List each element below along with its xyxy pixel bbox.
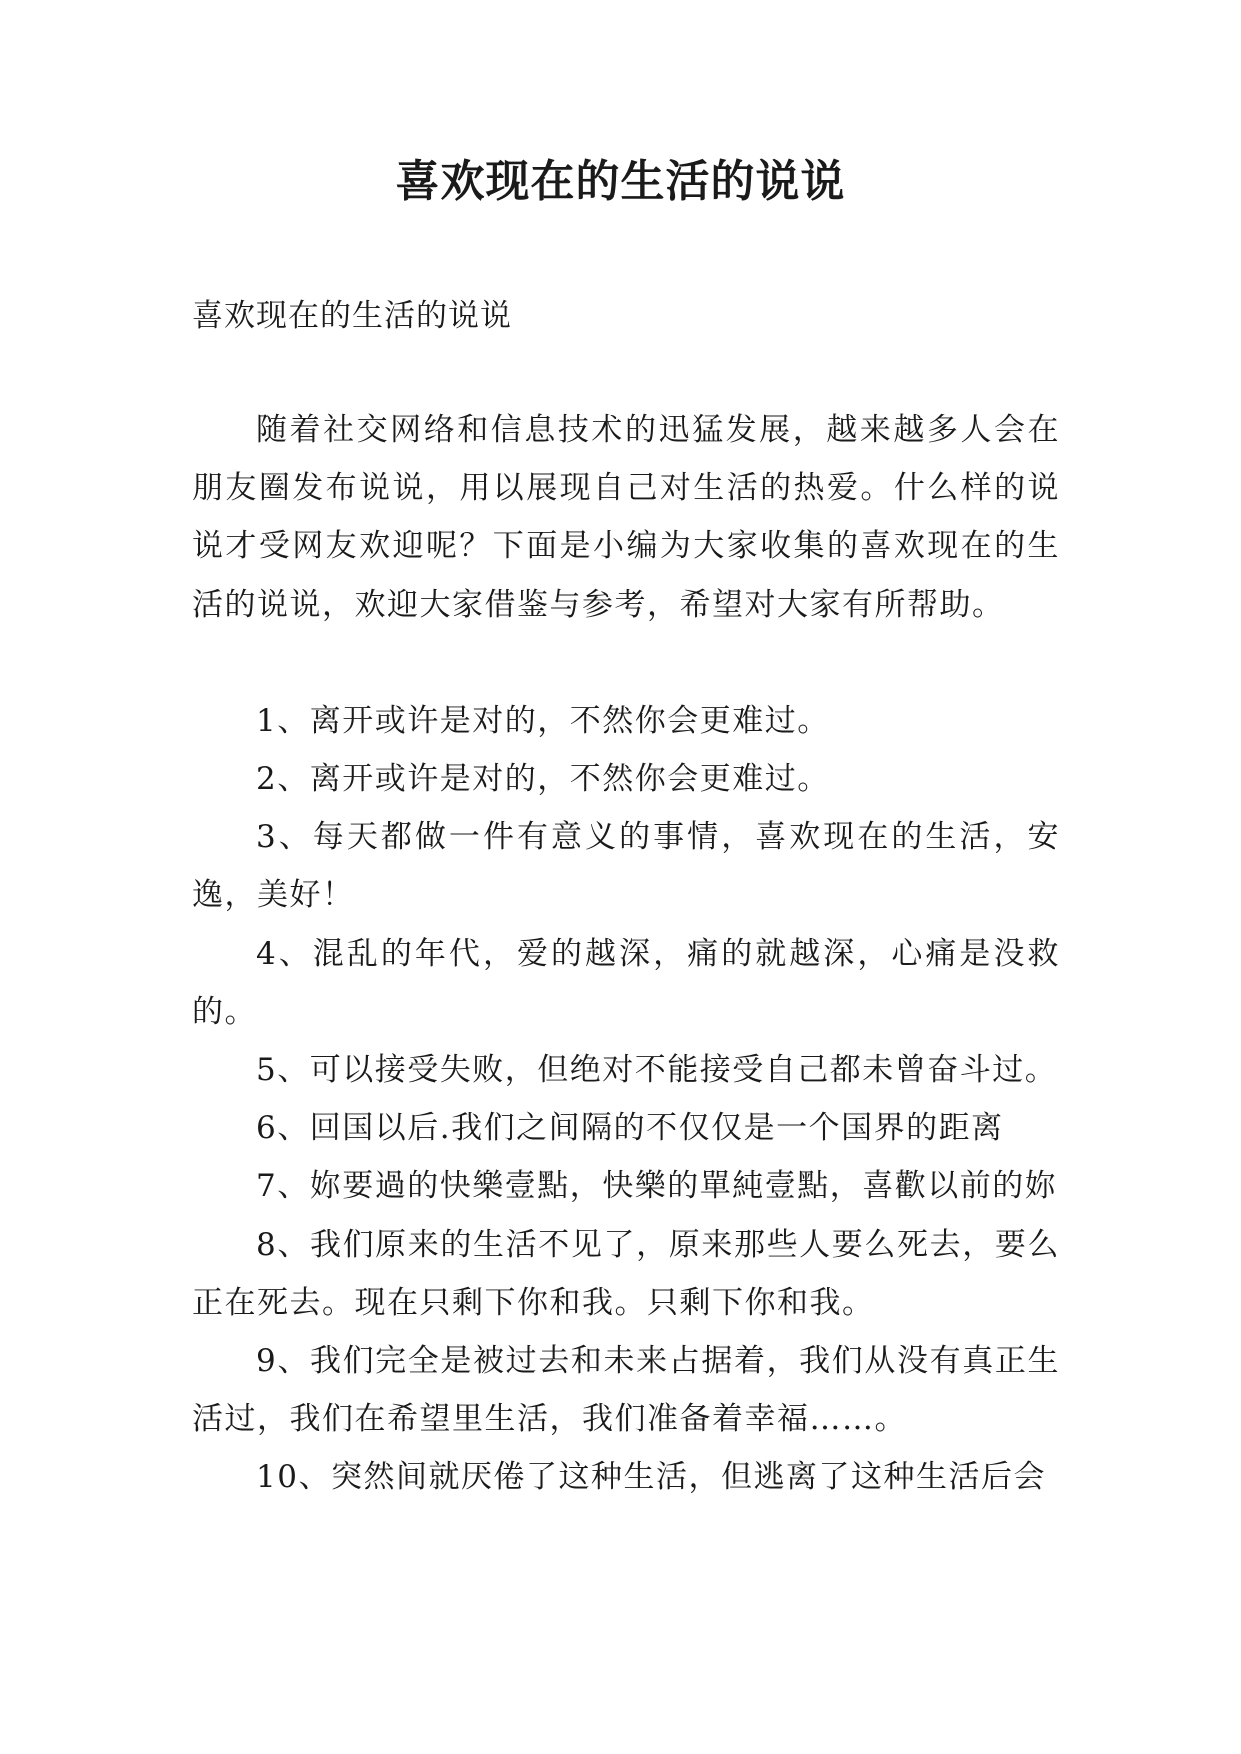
list-item: 9、我们完全是被过去和未来占据着，我们从没有真正生活过，我们在希望里生活，我们准备着幸福……。 — [192, 1343, 1060, 1438]
list-item: 6、回国以后.我们之间隔的不仅仅是一个国界的距离 — [256, 1110, 1004, 1147]
document-body — [192, 401, 1060, 1507]
intro-paragraph: 随着社交网络和信息技术的迅猛发展，越来越多人会在朋友圈发布说说，用以展现自己对生活的热爱。什么样的说说才受网友欢迎呢？下面是小编为大家收集的喜欢现在的生活的说说，欢迎大家借鉴与参考，希望对大家有所帮助。 — [192, 412, 1060, 623]
list-item: 1、离开或许是对的，不然你会更难过。 — [256, 702, 830, 739]
list-item: 3、每天都做一件有意义的事情，喜欢现在的生活，安逸，美好！ — [192, 819, 1060, 914]
list-item: 2、离开或许是对的，不然你会更难过。 — [256, 761, 830, 798]
document-subtitle: 喜欢现在的生活的说说 — [192, 298, 512, 334]
document-title: 喜欢现在的生活的说说 — [395, 156, 846, 207]
list-item: 10、突然间就厌倦了这种生活，但逃离了这种生活后会 — [256, 1459, 1046, 1496]
list-item: 5、可以接受失败，但绝对不能接受自己都未曾奋斗过。 — [256, 1052, 1058, 1089]
list-item: 4、混乱的年代，爱的越深，痛的就越深，心痛是没救的。 — [192, 935, 1060, 1030]
list-item: 8、我们原来的生活不见了，原来那些人要么死去，要么正在死去。现在只剩下你和我。只剩下你和我。 — [192, 1226, 1060, 1321]
list-item: 7、妳要過的快樂壹點，快樂的單純壹點，喜歡以前的妳 — [256, 1168, 1058, 1205]
